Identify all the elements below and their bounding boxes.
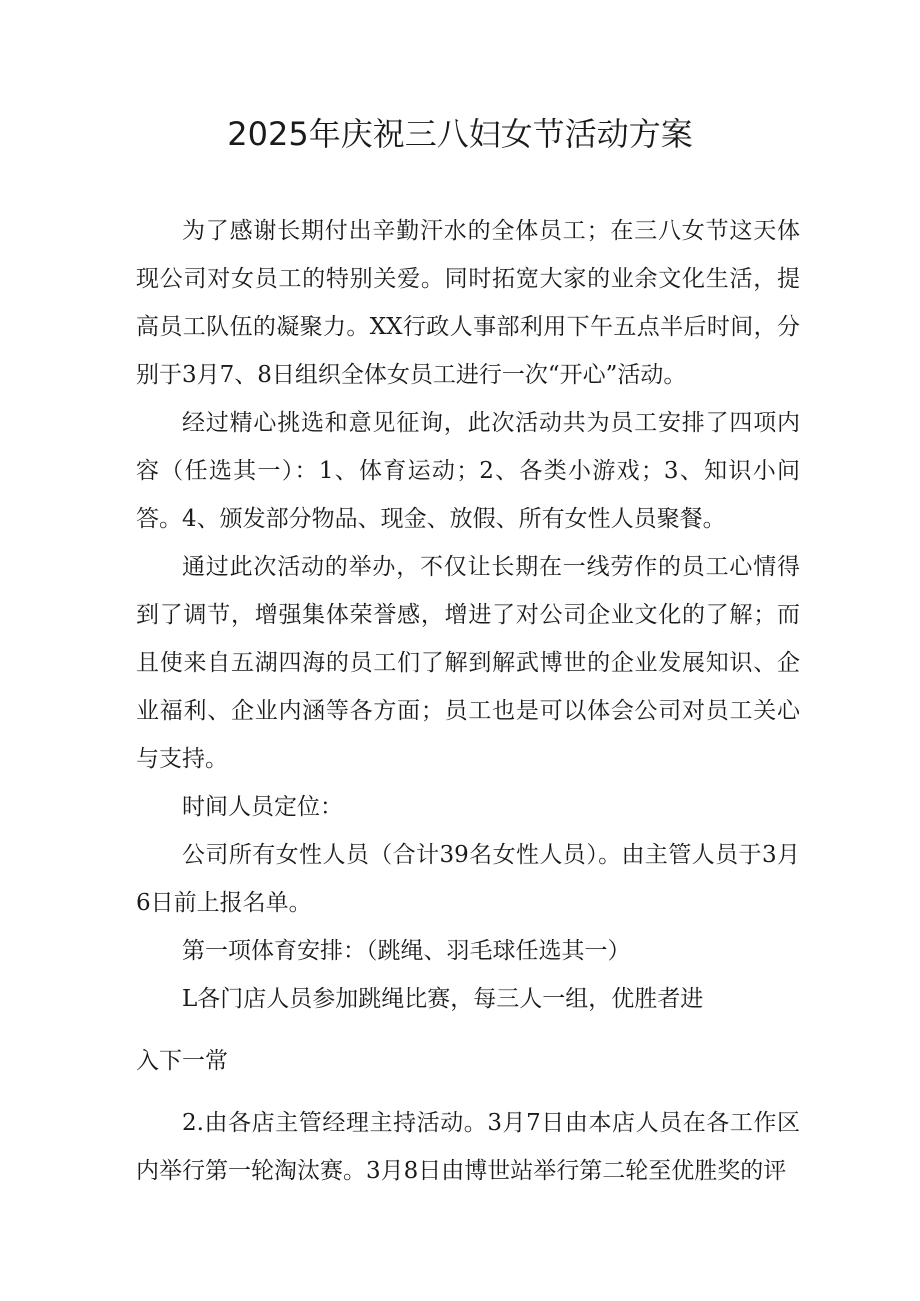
paragraph-intro: 为了感谢长期付出辛勤汗水的全体员工；在三八女节这天体现公司对女员工的特别关爱。同时拓宽大家的业余文化生活，提高员工队伍的凝聚力。XX行政人事部利用下午五点半后时间，分别于3月7、8日组织全体女员工进行一次“开心”活动。	[136, 218, 800, 388]
paragraph-item-1-continued: 入下一常	[136, 1048, 228, 1074]
paragraph-activities: 经过精心挑选和意见征询，此次活动共为员工安排了四项内容（任选其一）：1、体育运动；2、各类小游戏；3、知识小问答。4、颁发部分物品、现金、放假、所有女性人员聚餐。	[136, 410, 800, 532]
paragraph-participants: 公司所有女性人员（合计39名女性人员）。由主管人员于3月6日前上报名单。	[136, 842, 800, 916]
document-body	[136, 207, 800, 1195]
paragraph-item-2: 2.由各店主管经理主持活动。3月7日由本店人员在各工作区内举行第一轮淘汰赛。3月8日由博世站举行第二轮至优胜奖的评	[136, 1110, 800, 1184]
paragraph-item-1: L各门店人员参加跳绳比赛，每三人一组，优胜者进	[182, 986, 704, 1012]
paragraph-time-heading: 时间人员定位：	[182, 794, 343, 820]
paragraph-benefits: 通过此次活动的举办，不仅让长期在一线劳作的员工心情得到了调节，增强集体荣誉感，增进了对公司企业文化的了解；而且使来自五湖四海的员工们了解到解武博世的企业发展知识、企业福利、企业内涵等各方面；员工也是可以体会公司对员工关心与支持。	[136, 554, 800, 772]
document-title: 2025年庆祝三八妇女节活动方案	[227, 115, 693, 153]
paragraph-sports-heading: 第一项体育安排：（跳绳、羽毛球任选其一）	[182, 938, 631, 964]
